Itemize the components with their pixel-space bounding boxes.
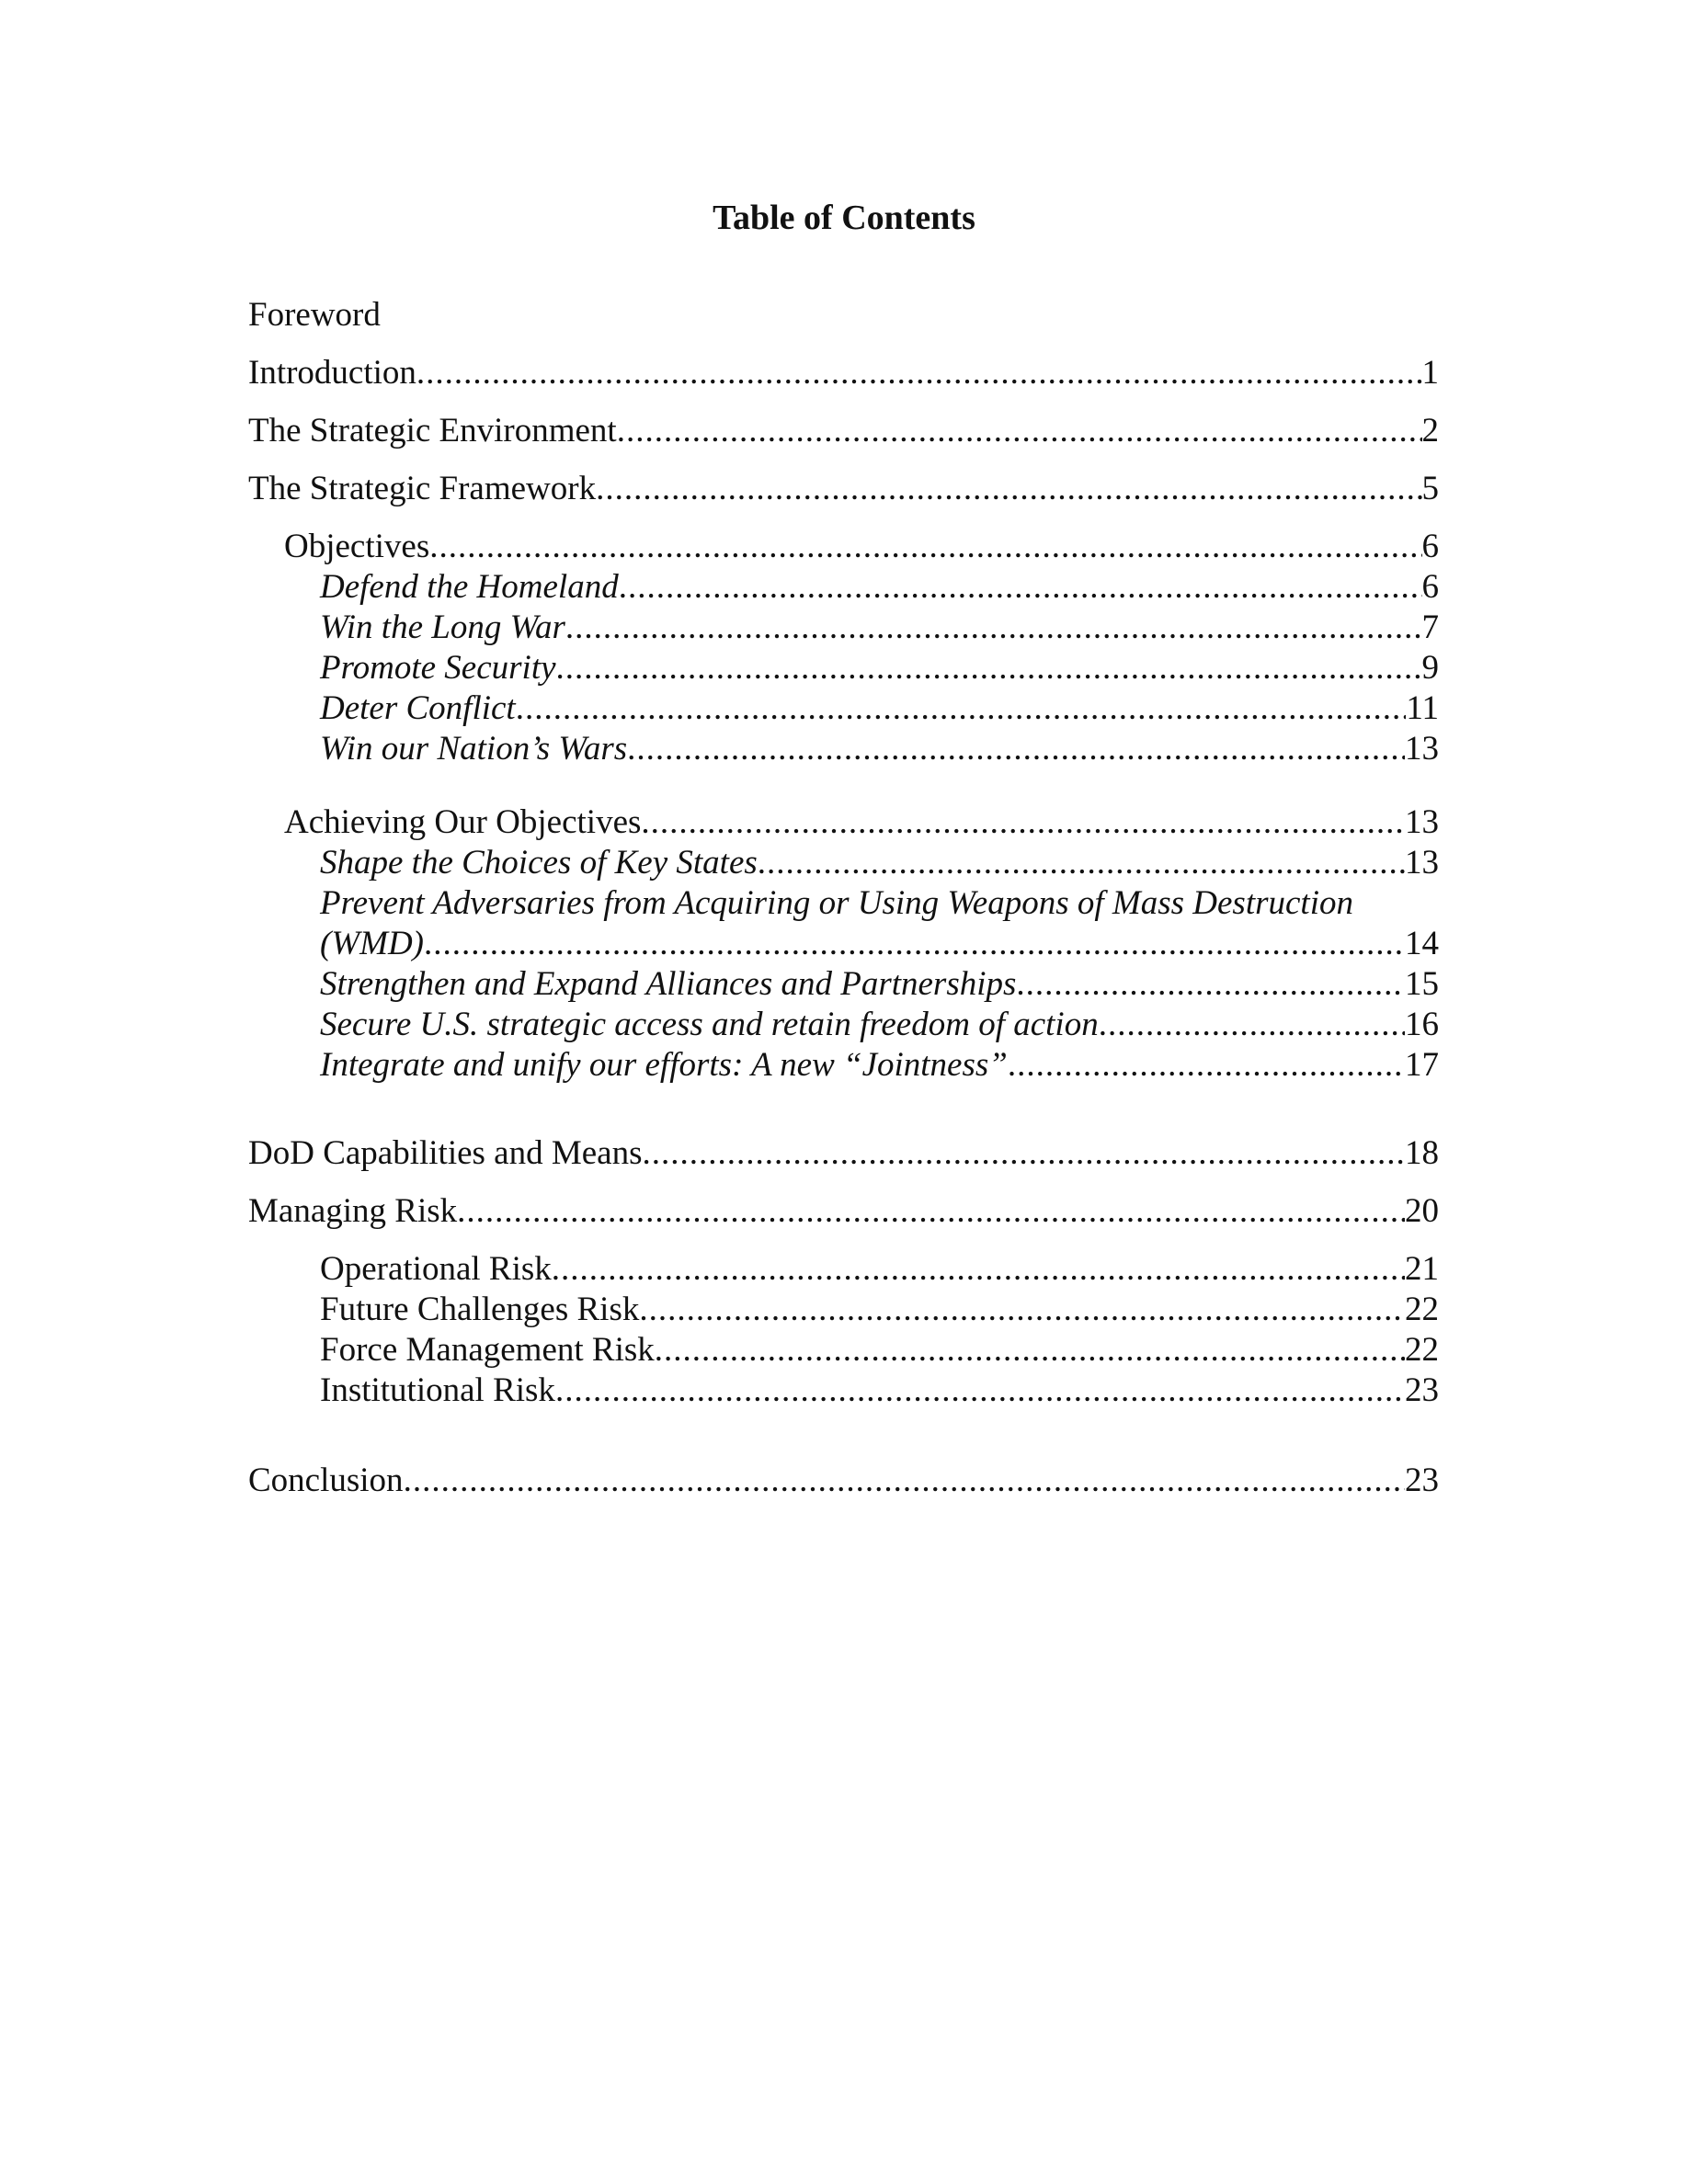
toc-entry-label: Prevent Adversaries from Acquiring or Using Weapons of Mass Destruction: [320, 884, 1353, 922]
toc-entry-label: Win our Nation’s Wars: [320, 730, 628, 768]
dot-leader: [429, 526, 1421, 568]
toc-entry-page: 13: [1405, 844, 1439, 882]
toc-entry-page: 2: [1421, 412, 1439, 449]
toc-entry-page: 15: [1405, 965, 1439, 1003]
toc-entry-label: Defend the Homeland: [320, 568, 619, 606]
toc-entry-page: 13: [1405, 803, 1439, 841]
dot-leader: [627, 728, 1405, 770]
toc-entry-page: 22: [1405, 1331, 1439, 1369]
toc-entry-managing-risk[interactable]: [248, 1190, 1439, 1233]
toc-entry-foreword[interactable]: [248, 294, 381, 336]
dot-leader: [404, 1460, 1405, 1502]
toc-entry-label: Institutional Risk: [320, 1371, 555, 1409]
toc-entry-prevent-adversaries[interactable]: [320, 882, 1353, 925]
dot-leader: [655, 1329, 1405, 1371]
toc-entry-strengthen-alliances[interactable]: [320, 963, 1439, 1006]
toc-entry-label: The Strategic Environment: [248, 412, 617, 449]
toc-entry-conclusion[interactable]: [248, 1460, 1439, 1502]
toc-entry-page: 22: [1405, 1291, 1439, 1328]
toc-entry-label: Operational Risk: [320, 1250, 552, 1288]
dot-leader: [1099, 1004, 1405, 1046]
toc-entry-strategic-framework[interactable]: [248, 468, 1439, 510]
toc-entry-label: Future Challenges Risk: [320, 1291, 640, 1328]
toc-entry-secure-access[interactable]: [320, 1004, 1439, 1046]
toc-entry-win-nations-wars[interactable]: [320, 728, 1439, 770]
toc-entry-page: 5: [1421, 470, 1439, 507]
toc-entry-label: (WMD): [320, 925, 425, 962]
dot-leader: [556, 647, 1422, 689]
toc-entry-label: The Strategic Framework: [248, 470, 597, 507]
toc-entry-strategic-environment[interactable]: [248, 410, 1439, 452]
dot-leader: [1016, 963, 1405, 1006]
toc-entry-achieving-objectives[interactable]: [284, 802, 1439, 844]
dot-leader: [619, 566, 1422, 609]
toc-entry-win-long-war[interactable]: [320, 607, 1439, 649]
dot-leader: [565, 607, 1422, 649]
toc-entry-promote-security[interactable]: [320, 647, 1439, 689]
dot-leader: [1008, 1044, 1405, 1086]
toc-entry-label: Foreword: [248, 296, 381, 334]
toc-entry-objectives[interactable]: [284, 526, 1439, 568]
toc-entry-page: 13: [1405, 730, 1439, 768]
dot-leader: [416, 352, 1422, 394]
toc-entry-page: 1: [1421, 354, 1439, 392]
toc-entry-page: 17: [1405, 1046, 1439, 1084]
toc-entry-label: Achieving Our Objectives: [284, 803, 642, 841]
toc-entry-page: 21: [1405, 1250, 1439, 1288]
toc-entry-label: Force Management Risk: [320, 1331, 655, 1369]
toc-entry-future-challenges-risk[interactable]: [320, 1289, 1439, 1331]
toc-entry-label: Win the Long War: [320, 609, 565, 646]
toc-entry-force-management-risk[interactable]: [320, 1329, 1439, 1371]
dot-leader: [643, 1132, 1406, 1175]
toc-entry-label: Secure U.S. strategic access and retain freedom of action: [320, 1006, 1099, 1043]
toc-entry-label: Objectives: [284, 528, 430, 565]
toc-entry-page: 23: [1405, 1462, 1439, 1499]
toc-entry-operational-risk[interactable]: [320, 1248, 1439, 1291]
toc-entry-dod-capabilities[interactable]: [248, 1132, 1439, 1175]
toc-entry-label: Shape the Choices of Key States: [320, 844, 758, 882]
toc-entry-label: Integrate and unify our efforts: A new “Jointness”: [320, 1046, 1008, 1084]
toc-entry-label: Managing Risk: [248, 1192, 458, 1230]
toc-entry-shape-choices[interactable]: [320, 842, 1439, 884]
dot-leader: [516, 688, 1407, 730]
toc-entry-page: 6: [1421, 568, 1439, 606]
toc-entry-deter-conflict[interactable]: [320, 688, 1439, 730]
toc-entry-label: Deter Conflict: [320, 689, 516, 727]
toc-entry-label: Strengthen and Expand Alliances and Partnerships: [320, 965, 1017, 1003]
dot-leader: [457, 1190, 1405, 1233]
toc-entry-label: DoD Capabilities and Means: [248, 1134, 643, 1172]
toc-entry-institutional-risk[interactable]: [320, 1370, 1439, 1412]
toc-entry-page: 9: [1421, 649, 1439, 687]
dot-leader: [596, 468, 1421, 510]
toc-entry-label: Introduction: [248, 354, 416, 392]
dot-leader: [555, 1370, 1405, 1412]
toc-entry-page: 6: [1421, 528, 1439, 565]
dot-leader: [639, 1289, 1405, 1331]
toc-entry-page: 14: [1405, 925, 1439, 962]
dot-leader: [617, 410, 1422, 452]
toc-entry-integrate-efforts[interactable]: [320, 1044, 1439, 1086]
dot-leader: [424, 923, 1405, 965]
toc-entry-page: 11: [1406, 689, 1439, 727]
toc-entry-introduction[interactable]: [248, 352, 1439, 394]
toc-entry-label: Conclusion: [248, 1462, 404, 1499]
dot-leader: [758, 842, 1405, 884]
toc-entry-label: Promote Security: [320, 649, 556, 687]
dot-leader: [552, 1248, 1405, 1291]
dot-leader: [641, 802, 1405, 844]
toc-entry-page: 20: [1405, 1192, 1439, 1230]
page-title: Table of Contents: [713, 199, 975, 237]
toc-entry-page: 16: [1405, 1006, 1439, 1043]
toc-entry-page: 23: [1405, 1371, 1439, 1409]
toc-entry-defend-homeland[interactable]: [320, 566, 1439, 609]
toc-entry-page: 7: [1421, 609, 1439, 646]
toc-entry-wmd[interactable]: [320, 923, 1439, 965]
toc-entry-page: 18: [1405, 1134, 1439, 1172]
